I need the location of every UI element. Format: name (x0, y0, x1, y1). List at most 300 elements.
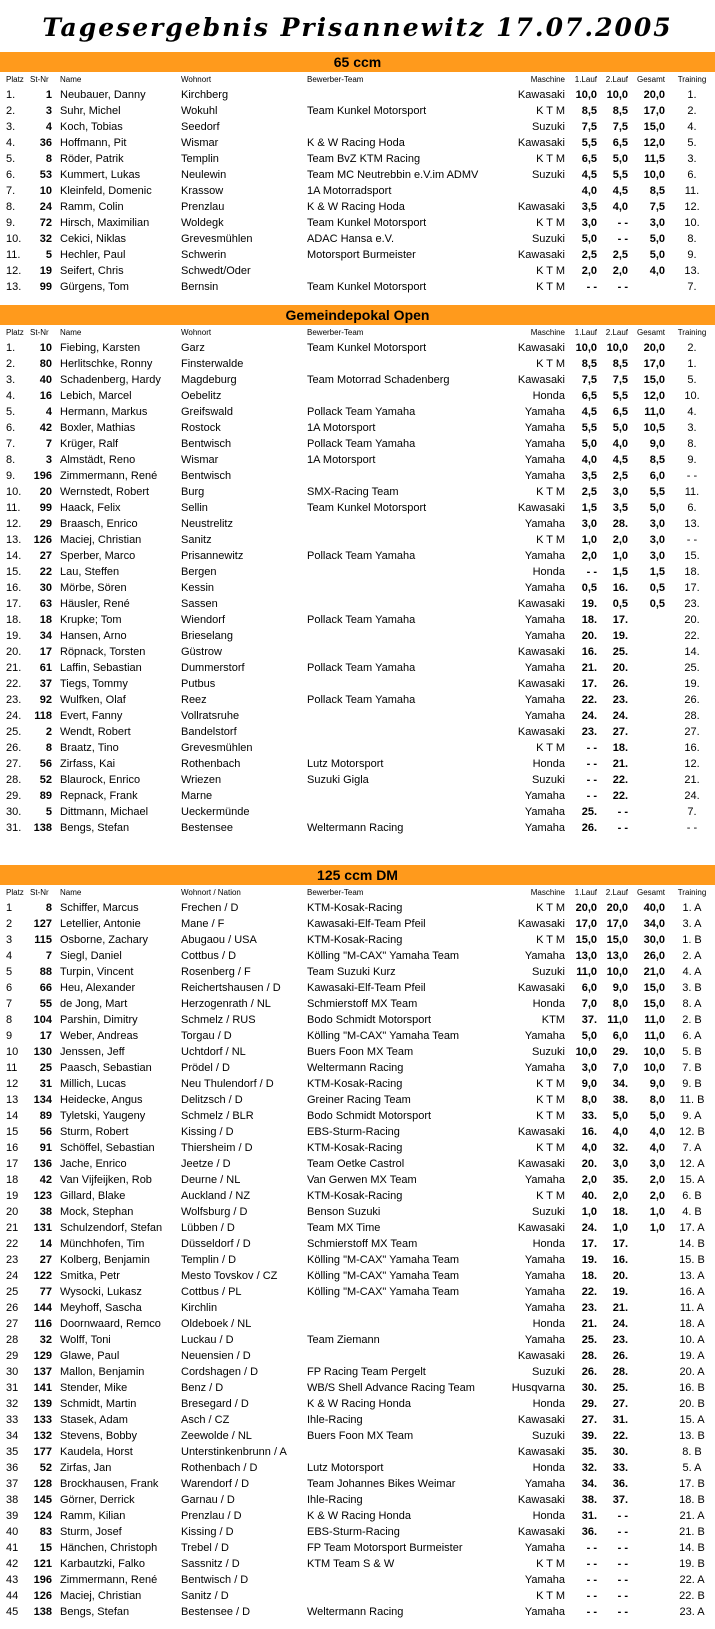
table-row (0, 932, 715, 948)
table-row (0, 964, 715, 980)
cell-training: 16. (684, 742, 700, 754)
cell-gesamt: 1,5 (649, 566, 665, 578)
cell-platz: 31. (6, 822, 22, 834)
cell-startnummer: 10 (39, 342, 52, 354)
header-wohnort: Wohnort / Nation (181, 888, 241, 897)
cell-wohnort: Woldegk (181, 217, 224, 229)
cell-wohnort: Rostock (181, 422, 221, 434)
cell-name: Görner, Derrick (60, 1494, 135, 1506)
cell-startnummer: 52 (39, 1462, 52, 1474)
cell-team: Benson Suzuki (307, 1206, 381, 1218)
cell-maschine: Kawasaki (517, 982, 565, 994)
cell-name: Lau, Steffen (60, 566, 120, 578)
cell-lauf2: 38. (612, 1094, 628, 1106)
cell-name: Röder, Patrik (60, 153, 124, 165)
cell-maschine: K T M (536, 281, 565, 293)
cell-maschine: Suzuki (531, 774, 565, 786)
cell-startnummer: 124 (33, 1510, 52, 1522)
cell-maschine: K T M (536, 153, 565, 165)
cell-training: 6. (687, 169, 697, 181)
cell-gesamt: 21,0 (643, 966, 665, 978)
cell-lauf2: 0,5 (612, 598, 628, 610)
table-row (0, 724, 715, 740)
cell-name: Lebich, Marcel (60, 390, 132, 402)
cell-wohnort: Schwedt/Oder (181, 265, 251, 277)
cell-startnummer: 129 (33, 1350, 52, 1362)
cell-maschine: Honda (532, 1238, 565, 1250)
cell-wohnort: Mesto Tovskov / CZ (181, 1270, 278, 1282)
cell-gesamt: 3,0 (649, 518, 665, 530)
cell-platz: 39 (6, 1510, 19, 1522)
cell-name: Paasch, Sebastian (60, 1062, 152, 1074)
cell-maschine: Suzuki (531, 121, 565, 133)
cell-training: 11. B (679, 1094, 705, 1106)
document-title: Tagesergebnis Prisannewitz 17.07.2005 (42, 13, 673, 42)
cell-lauf2: - - (617, 217, 628, 229)
cell-maschine: K T M (536, 1190, 565, 1202)
cell-name: Wulfken, Olaf (60, 694, 126, 706)
cell-maschine: Yamaha (524, 662, 565, 674)
table-row (0, 1460, 715, 1476)
cell-maschine: Kawasaki (517, 201, 565, 213)
cell-startnummer: 138 (33, 1606, 52, 1618)
cell-training: 4. (687, 406, 697, 418)
table-row (0, 1588, 715, 1604)
cell-platz: 5 (6, 966, 13, 978)
cell-lauf2: 20. (612, 662, 628, 674)
table-row (0, 1540, 715, 1556)
cell-maschine: Yamaha (524, 1062, 565, 1074)
cell-maschine: Kawasaki (517, 726, 565, 738)
cell-platz: 13. (6, 534, 22, 546)
cell-training: 12. A (679, 1158, 705, 1170)
cell-gesamt: 20,0 (643, 89, 665, 101)
cell-maschine: Kawasaki (517, 646, 565, 658)
table-row (0, 484, 715, 500)
cell-team: Schmierstoff MX Team (307, 998, 418, 1010)
cell-name: Turpin, Vincent (60, 966, 134, 978)
cell-startnummer: 42 (39, 1174, 52, 1186)
cell-platz: 9. (6, 217, 16, 229)
cell-team: Van Gerwen MX Team (307, 1174, 417, 1186)
cell-lauf2: 31. (612, 1414, 628, 1426)
cell-maschine: K T M (536, 486, 565, 498)
cell-lauf1: 8,5 (581, 105, 597, 117)
cell-lauf2: 4,0 (612, 201, 628, 213)
cell-gesamt: 3,0 (649, 550, 665, 562)
cell-startnummer: 38 (39, 1206, 52, 1218)
cell-name: Brockhausen, Frank (60, 1478, 159, 1490)
cell-startnummer: 8 (45, 153, 52, 165)
cell-team: EBS-Sturm-Racing (307, 1126, 400, 1138)
cell-lauf1: 6,5 (581, 390, 597, 402)
table-row (0, 532, 715, 548)
cell-training: 28. (684, 710, 700, 722)
cell-team: FP Racing Team Pergelt (307, 1366, 426, 1378)
cell-team: Pollack Team Yamaha (307, 694, 416, 706)
cell-platz: 14 (6, 1110, 19, 1122)
table-row (0, 199, 715, 215)
cell-lauf2: 7,5 (612, 374, 628, 386)
table-row (0, 1604, 715, 1620)
cell-lauf2: 4,0 (612, 1126, 628, 1138)
cell-maschine: Suzuki (531, 1366, 565, 1378)
cell-lauf1: 4,0 (581, 185, 597, 197)
header-wohnort: Wohnort (181, 75, 212, 84)
cell-lauf1: 32. (581, 1462, 597, 1474)
cell-wohnort: Oebelitz (181, 390, 222, 402)
cell-startnummer: 63 (39, 598, 52, 610)
cell-wohnort: Abugaou / USA (181, 934, 257, 946)
cell-gesamt: 26,0 (643, 950, 665, 962)
cell-gesamt: 3,0 (649, 1158, 665, 1170)
header-name: Name (60, 328, 82, 337)
cell-wohnort: Kissing / D (181, 1126, 234, 1138)
cell-wohnort: Rosenberg / F (181, 966, 251, 978)
table-row (0, 1508, 715, 1524)
cell-lauf1: 16. (581, 646, 597, 658)
cell-gesamt: 0,5 (649, 598, 665, 610)
cell-startnummer: 56 (39, 1126, 52, 1138)
cell-maschine: K T M (536, 742, 565, 754)
cell-team: Team Kunkel Motorsport (307, 342, 427, 354)
cell-startnummer: 131 (33, 1222, 52, 1234)
cell-platz: 37 (6, 1478, 19, 1490)
cell-training: 11. (684, 486, 700, 498)
cell-gesamt: 11,0 (644, 406, 665, 418)
cell-name: Karbautzki, Falko (60, 1558, 145, 1570)
cell-team: Team Suzuki Kurz (307, 966, 396, 978)
cell-lauf1: 37. (581, 1014, 597, 1026)
table-row (0, 135, 715, 151)
cell-wohnort: Burg (181, 486, 205, 498)
cell-gesamt: 40,0 (643, 902, 665, 914)
cell-training: 11. A (679, 1302, 705, 1314)
cell-training: 12. B (679, 1126, 705, 1138)
cell-maschine: Yamaha (524, 950, 565, 962)
cell-platz: 28 (6, 1334, 19, 1346)
cell-lauf2: 1,5 (612, 566, 628, 578)
cell-team: Kawasaki-Elf-Team Pfeil (307, 982, 426, 994)
cell-platz: 16 (6, 1142, 19, 1154)
cell-lauf1: - - (586, 1574, 597, 1586)
cell-wohnort: Marne (181, 790, 213, 802)
cell-platz: 11. (6, 249, 21, 261)
cell-wohnort: Wismar (181, 454, 219, 466)
cell-training: 9. (687, 454, 697, 466)
cell-lauf2: 2,5 (612, 470, 628, 482)
cell-lauf1: 11,0 (576, 966, 597, 978)
cell-training: 7. A (682, 1142, 702, 1154)
cell-lauf1: 33. (581, 1110, 597, 1122)
cell-lauf2: 10,0 (606, 89, 628, 101)
table-row (0, 1428, 715, 1444)
cell-wohnort: Rothenbach (181, 758, 241, 770)
cell-name: Repnack, Frank (60, 790, 138, 802)
cell-lauf2: 19. (612, 630, 628, 642)
cell-team: Pollack Team Yamaha (307, 438, 416, 450)
table-row (0, 740, 715, 756)
cell-training: 22. A (679, 1574, 705, 1586)
cell-name: Kleinfeld, Domenic (60, 185, 152, 197)
cell-lauf1: 36. (581, 1526, 597, 1538)
cell-team: Buers Foon MX Team (307, 1430, 414, 1442)
cell-name: Gürgens, Tom (60, 281, 129, 293)
cell-lauf2: 2,5 (612, 249, 628, 261)
cell-team: Weltermann Racing (307, 1062, 404, 1074)
cell-platz: 8 (6, 1014, 13, 1026)
cell-name: Sturm, Robert (60, 1126, 129, 1138)
cell-lauf1: 20. (581, 630, 597, 642)
cell-team: Team Oetke Castrol (307, 1158, 405, 1170)
cell-lauf2: 8,5 (612, 358, 628, 370)
cell-lauf2: 2,0 (612, 1190, 628, 1202)
cell-lauf1: 10,0 (575, 342, 597, 354)
cell-startnummer: 115 (34, 934, 52, 946)
cell-lauf2: 6,5 (612, 137, 628, 149)
cell-team: 1A Motorsport (307, 454, 376, 466)
cell-startnummer: 52 (39, 774, 52, 786)
cell-startnummer: 66 (39, 982, 52, 994)
cell-platz: 42 (6, 1558, 19, 1570)
header-startnummer: St-Nr (30, 888, 49, 897)
cell-training: 15. A (679, 1174, 705, 1186)
header-lauf2: 2.Lauf (605, 328, 628, 337)
cell-platz: 7. (6, 185, 16, 197)
cell-lauf2: 5,5 (612, 390, 628, 402)
table-row (0, 215, 715, 231)
cell-gesamt: 10,0 (643, 169, 665, 181)
cell-platz: 2. (6, 105, 16, 117)
cell-lauf1: 2,5 (581, 249, 597, 261)
cell-lauf1: 2,5 (581, 486, 597, 498)
cell-lauf1: 10,0 (575, 1046, 597, 1058)
cell-lauf2: 3,0 (612, 1158, 628, 1170)
cell-startnummer: 5 (45, 806, 52, 818)
table-row (0, 356, 715, 372)
cell-platz: 4 (6, 950, 13, 962)
cell-platz: 1 (6, 902, 13, 914)
cell-lauf1: 13,0 (575, 950, 597, 962)
cell-training: 8. (687, 438, 697, 450)
cell-lauf2: 28. (612, 1366, 628, 1378)
cell-maschine: K T M (536, 1078, 565, 1090)
cell-team: KTM-Kosak-Racing (307, 1142, 403, 1154)
cell-training: 2. (687, 342, 697, 354)
cell-gesamt: 10,0 (643, 1046, 665, 1058)
cell-training: 20. A (679, 1366, 705, 1378)
cell-maschine: Kawasaki (517, 1126, 565, 1138)
cell-lauf2: 17,0 (606, 918, 628, 930)
cell-training: 10. (684, 390, 700, 402)
table-row (0, 103, 715, 119)
cell-platz: 2 (6, 918, 13, 930)
cell-lauf1: 18. (581, 1270, 597, 1282)
cell-platz: 22 (6, 1238, 19, 1250)
cell-name: Zimmermann, René (60, 1574, 158, 1586)
cell-gesamt: 2,0 (649, 1174, 665, 1186)
header-platz: Platz (6, 328, 24, 337)
table-row (0, 692, 715, 708)
cell-team: Lutz Motorsport (307, 1462, 384, 1474)
cell-name: Bengs, Stefan (60, 822, 130, 834)
cell-platz: 28. (6, 774, 22, 786)
cell-lauf1: 7,0 (581, 998, 597, 1010)
cell-name: Braatz, Tino (60, 742, 119, 754)
cell-team: Kölling "M-CAX" Yamaha Team (307, 1270, 460, 1282)
cell-wohnort: Benz / D (181, 1382, 224, 1394)
cell-lauf2: 7,0 (612, 1062, 628, 1074)
cell-wohnort: Güstrow (181, 646, 222, 658)
cell-startnummer: 56 (39, 758, 52, 770)
cell-lauf1: 2,0 (581, 265, 597, 277)
cell-maschine: Husqvarna (511, 1382, 565, 1394)
cell-maschine: K T M (536, 1590, 565, 1602)
cell-lauf2: 37. (612, 1494, 628, 1506)
cell-maschine: K T M (536, 358, 565, 370)
cell-lauf1: - - (586, 1558, 597, 1570)
cell-name: Glawe, Paul (60, 1350, 120, 1362)
cell-lauf2: 1,0 (612, 550, 628, 562)
table-row (0, 1492, 715, 1508)
cell-name: Mörbe, Sören (60, 582, 127, 594)
cell-startnummer: 25 (39, 1062, 52, 1074)
cell-wohnort: Bentwisch (181, 438, 232, 450)
cell-platz: 3. (6, 121, 16, 133)
cell-training: 8. (687, 233, 697, 245)
cell-name: Schiffer, Marcus (60, 902, 139, 914)
cell-platz: 4. (6, 137, 16, 149)
cell-team: Pollack Team Yamaha (307, 406, 416, 418)
cell-startnummer: 128 (33, 1478, 52, 1490)
cell-training: - - (686, 534, 698, 546)
cell-name: Hoffmann, Pit (60, 137, 127, 149)
cell-lauf2: - - (617, 806, 628, 818)
cell-startnummer: 89 (39, 1110, 52, 1122)
cell-lauf2: 18. (612, 742, 628, 754)
cell-name: Wysocki, Lukasz (60, 1286, 142, 1298)
cell-wohnort: Sanitz / D (181, 1590, 229, 1602)
cell-gesamt: 5,0 (649, 502, 665, 514)
cell-name: Millich, Lucas (60, 1078, 127, 1090)
cell-platz: 26 (6, 1302, 19, 1314)
cell-maschine: K T M (536, 217, 565, 229)
cell-name: Weber, Andreas (60, 1030, 139, 1042)
cell-lauf1: 4,0 (581, 454, 597, 466)
cell-training: 13. (684, 265, 700, 277)
header-lauf2: 2.Lauf (605, 888, 628, 897)
cell-wohnort: Grevesmühlen (181, 742, 253, 754)
cell-lauf2: 5,0 (612, 422, 628, 434)
cell-maschine: Suzuki (531, 233, 565, 245)
cell-name: Tiegs, Tommy (60, 678, 128, 690)
cell-lauf1: 22. (581, 1286, 597, 1298)
cell-lauf1: 3,5 (581, 470, 597, 482)
column-header-row (0, 885, 715, 900)
table-row (0, 660, 715, 676)
cell-platz: 20 (6, 1206, 19, 1218)
cell-platz: 13. (6, 281, 22, 293)
cell-team: ADAC Hansa e.V. (307, 233, 395, 245)
table-row (0, 772, 715, 788)
cell-wohnort: Asch / CZ (181, 1414, 230, 1426)
cell-team: KTM-Kosak-Racing (307, 1190, 403, 1202)
cell-training: 18. B (679, 1494, 705, 1506)
cell-maschine: Kawasaki (517, 1494, 565, 1506)
cell-gesamt: 5,5 (649, 486, 665, 498)
cell-startnummer: 144 (33, 1302, 52, 1314)
table-row (0, 916, 715, 932)
cell-training: 13. (684, 518, 700, 530)
cell-startnummer: 136 (33, 1158, 52, 1170)
cell-maschine: K T M (536, 1558, 565, 1570)
cell-lauf2: 4,5 (612, 454, 628, 466)
cell-wohnort: Wismar (181, 137, 219, 149)
cell-lauf1: 16. (581, 1126, 597, 1138)
cell-lauf2: 4,0 (612, 438, 628, 450)
table-row (0, 1412, 715, 1428)
cell-gesamt: 12,0 (643, 390, 665, 402)
cell-training: 3. B (682, 982, 702, 994)
cell-name: Heidecke, Angus (60, 1094, 143, 1106)
cell-lauf2: 22. (612, 1430, 628, 1442)
header-team: Bewerber-Team (307, 888, 364, 897)
cell-wohnort: Kissing / D (181, 1526, 234, 1538)
cell-training: 16. B (679, 1382, 705, 1394)
table-row (0, 1236, 715, 1252)
table-row (0, 708, 715, 724)
cell-lauf2: 35. (612, 1174, 628, 1186)
cell-platz: 15 (6, 1126, 19, 1138)
cell-gesamt: 1,0 (649, 1222, 665, 1234)
cell-platz: 8. (6, 454, 16, 466)
cell-training: 27. (684, 726, 700, 738)
cell-wohnort: Neustrelitz (181, 518, 233, 530)
cell-maschine: Yamaha (524, 422, 565, 434)
cell-startnummer: 42 (39, 422, 52, 434)
cell-training: 5. (687, 374, 697, 386)
cell-platz: 24. (6, 710, 22, 722)
cell-training: 11. (684, 185, 700, 197)
cell-gesamt: 8,5 (649, 185, 665, 197)
cell-platz: 35 (6, 1446, 19, 1458)
cell-platz: 31 (6, 1382, 19, 1394)
cell-name: Wernstedt, Robert (60, 486, 150, 498)
cell-lauf1: 26. (581, 822, 597, 834)
cell-gesamt: 5,0 (649, 249, 665, 261)
cell-lauf2: 27. (612, 1398, 628, 1410)
cell-training: 9. (687, 249, 697, 261)
cell-startnummer: 2 (45, 726, 52, 738)
cell-lauf2: - - (617, 1542, 628, 1554)
cell-lauf2: 22. (612, 774, 628, 786)
cell-wohnort: Wokuhl (181, 105, 218, 117)
cell-maschine: Yamaha (524, 822, 565, 834)
cell-platz: 19. (6, 630, 22, 642)
cell-maschine: K T M (536, 1094, 565, 1106)
cell-maschine: K T M (536, 1142, 565, 1154)
cell-lauf2: - - (617, 822, 628, 834)
cell-lauf1: 7,5 (581, 121, 597, 133)
cell-platz: 17 (6, 1158, 19, 1170)
cell-team: Team Kunkel Motorsport (307, 502, 427, 514)
table-row (0, 804, 715, 820)
cell-lauf1: 27. (581, 1414, 597, 1426)
table-row (0, 596, 715, 612)
cell-wohnort: Grevesmühlen (181, 233, 253, 245)
cell-platz: 14. (6, 550, 22, 562)
cell-maschine: Honda (532, 566, 565, 578)
